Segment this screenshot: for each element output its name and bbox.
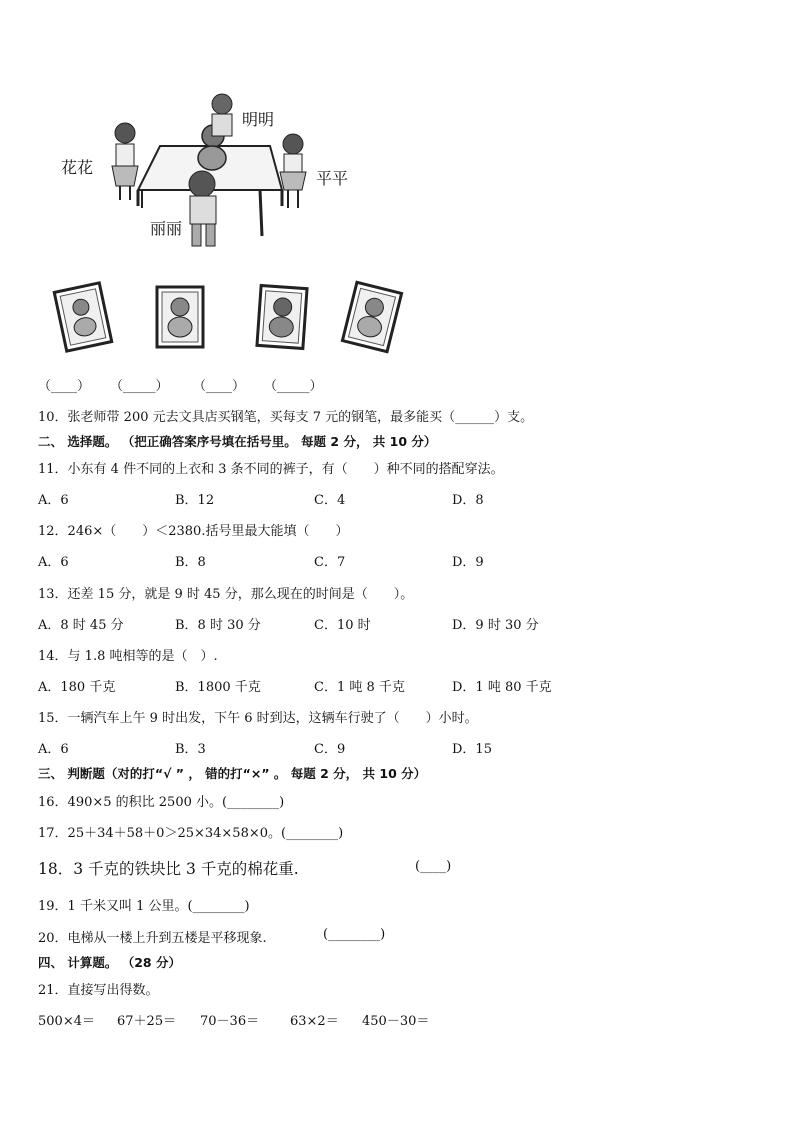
picture-frame-icon [157, 287, 203, 347]
q11-option-d[interactable]: D．8 [452, 493, 484, 508]
calc-item-3[interactable]: 70－36＝ [200, 1014, 260, 1029]
question-17: 17．25＋34＋58＋0＞25×34×58×0。(________) [38, 826, 344, 841]
q14-option-c[interactable]: C．1 吨 8 千克 [314, 680, 405, 695]
picture-blank-4[interactable]: （_____） [264, 379, 323, 394]
q11-option-c[interactable]: C．4 [314, 493, 346, 508]
q11-option-a[interactable]: A．6 [38, 493, 69, 508]
q12-option-d[interactable]: D．9 [452, 555, 484, 570]
q15-option-b[interactable]: B．3 [175, 742, 206, 757]
label-lili: 丽丽 [150, 219, 183, 238]
q18-blank[interactable]: (____) [415, 859, 452, 874]
q13-option-b[interactable]: B．8 时 30 分 [175, 618, 261, 633]
q12-option-b[interactable]: B．8 [175, 555, 206, 570]
label-mingming: 明明 [242, 110, 275, 129]
question-20: 20．电梯从一楼上升到五楼是平移现象. [38, 931, 267, 946]
q14-option-d[interactable]: D．1 吨 80 千克 [452, 680, 552, 695]
calc-item-4[interactable]: 63×2＝ [290, 1014, 339, 1029]
picture-frame-icon [257, 285, 307, 348]
picture-blank-3[interactable]: （____） [193, 379, 246, 394]
q15-option-c[interactable]: C．9 [314, 742, 346, 757]
q15-option-d[interactable]: D．15 [452, 742, 492, 757]
picture-frames [40, 275, 420, 365]
question-11: 11．小东有 4 件不同的上衣和 3 条不同的裤子，有（ ）种不同的搭配穿法。 [38, 462, 504, 477]
section-2-heading: 二、 选择题。 （把正确答案序号填在括号里。 每题 2 分， 共 10 分） [38, 434, 437, 449]
question-16: 16．490×5 的积比 2500 小。(________) [38, 795, 285, 810]
question-13: 13．还差 15 分，就是 9 时 45 分，那么现在的时间是（ ）。 [38, 587, 414, 602]
picture-frame-icon [54, 283, 111, 351]
question-10: 10．张老师带 200 元去文具店买钢笔，买每支 7 元的钢笔，最多能买（______）支。 [38, 410, 534, 425]
label-huahua: 花花 [61, 158, 94, 177]
label-pingping: 平平 [316, 169, 349, 188]
calc-item-5[interactable]: 450－30＝ [362, 1014, 430, 1029]
picture-blank-1[interactable]: （____） [38, 379, 91, 394]
q20-blank[interactable]: (________) [323, 927, 386, 942]
picture-frame-icon [342, 282, 401, 351]
question-12: 12．246×（ ）＜2380.括号里最大能填（ ） [38, 524, 349, 539]
section-3-heading: 三、 判断题（对的打“√ ” ， 错的打“×” 。 每题 2 分， 共 10 分） [38, 766, 427, 781]
picture-blank-2[interactable]: （_____） [110, 379, 169, 394]
q11-option-b[interactable]: B．12 [175, 493, 215, 508]
boy-lili-icon [189, 171, 216, 246]
question-15: 15．一辆汽车上午 9 时出发，下午 6 时到达，这辆车行驶了（ ）小时。 [38, 711, 478, 726]
q13-option-d[interactable]: D．9 时 30 分 [452, 618, 539, 633]
question-14: 14．与 1.8 吨相等的是（ ）. [38, 649, 218, 664]
calc-item-2[interactable]: 67＋25＝ [117, 1014, 177, 1029]
q15-option-a[interactable]: A．6 [38, 742, 69, 757]
q14-option-a[interactable]: A．180 千克 [38, 680, 116, 695]
girl-huahua-icon [112, 123, 138, 200]
girl-pingping-icon [280, 134, 306, 208]
question-19: 19．1 千米又叫 1 公里。(________) [38, 899, 250, 914]
q13-option-c[interactable]: C．10 时 [314, 618, 371, 633]
q14-option-b[interactable]: B．1800 千克 [175, 680, 261, 695]
calc-item-1[interactable]: 500×4＝ [38, 1014, 95, 1029]
q12-option-a[interactable]: A．6 [38, 555, 69, 570]
boy-mingming-icon [212, 94, 232, 136]
q12-option-c[interactable]: C．7 [314, 555, 346, 570]
question-18: 18．3 千克的铁块比 3 千克的棉花重. [38, 860, 299, 878]
q13-option-a[interactable]: A．8 时 45 分 [38, 618, 124, 633]
section-4-heading: 四、 计算题。 （28 分） [38, 955, 181, 970]
question-21: 21．直接写出得数。 [38, 983, 159, 998]
